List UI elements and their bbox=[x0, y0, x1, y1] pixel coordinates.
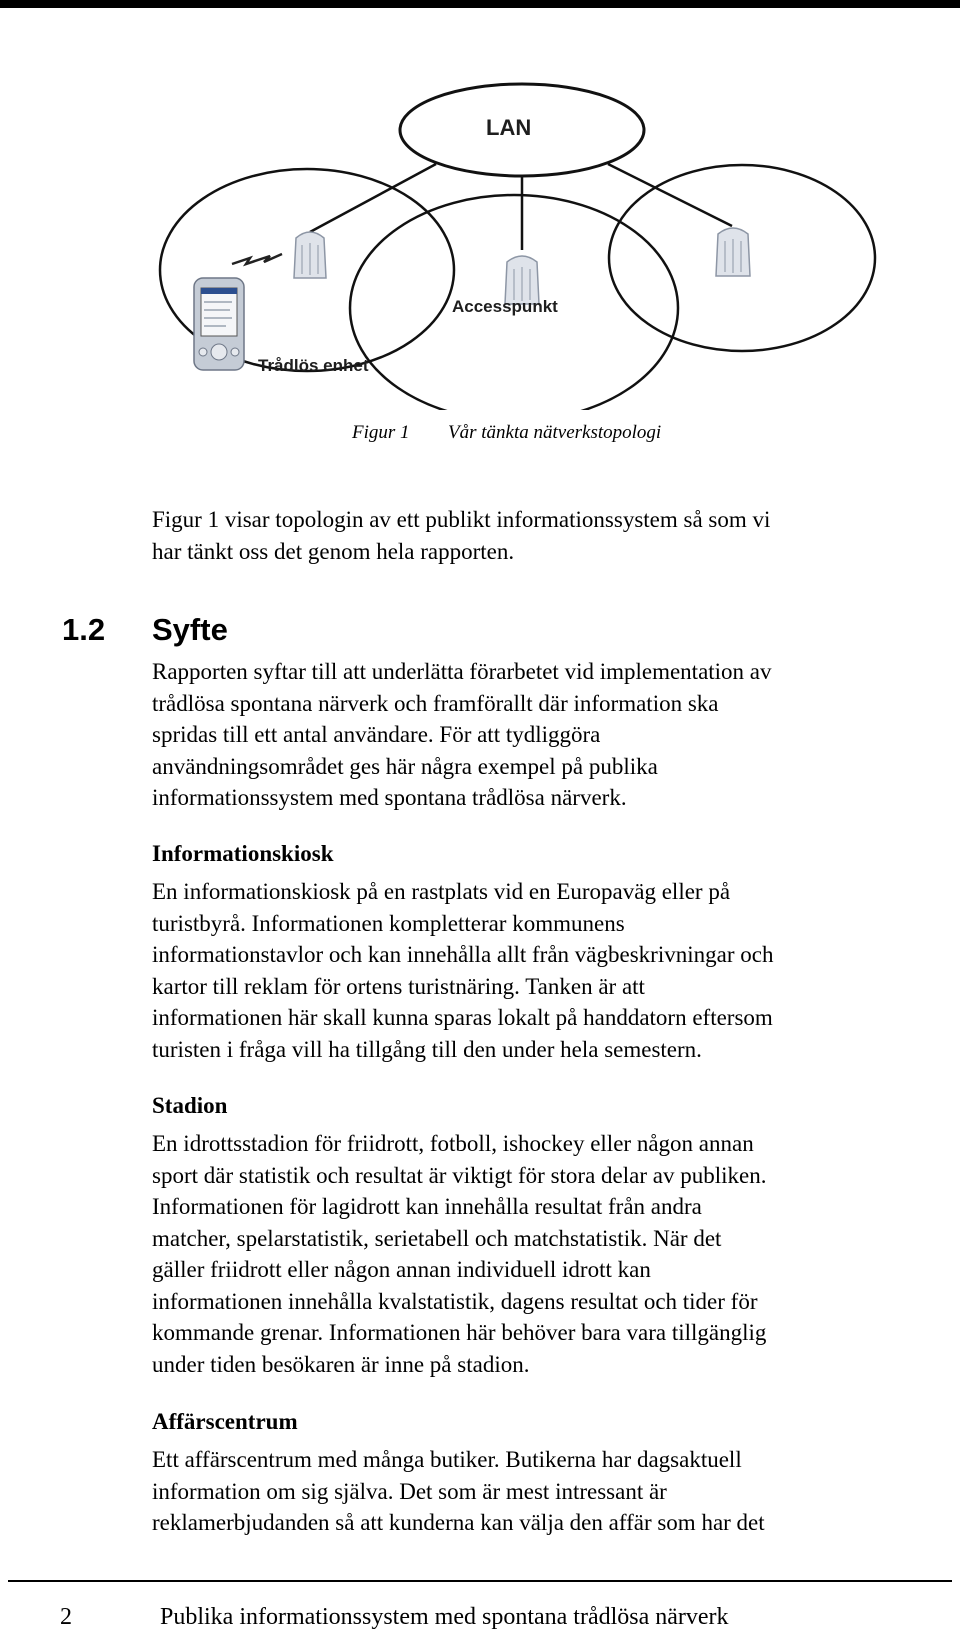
section-paragraph bbox=[152, 656, 912, 814]
access-point-icon bbox=[294, 232, 326, 278]
text-line: En idrottsstadion för friidrott, fotboll, ishockey eller någon annan bbox=[152, 1131, 754, 1156]
page-number: 2 bbox=[60, 1604, 72, 1630]
access-point-label: Accesspunkt bbox=[452, 297, 558, 316]
subheading-informationskiosk: Informationskiosk bbox=[152, 841, 334, 866]
text-line: gäller friidrott eller någon annan individuell idrott kan bbox=[152, 1257, 651, 1282]
figure-caption bbox=[352, 422, 661, 444]
section-title: Syfte bbox=[152, 612, 228, 647]
footer-rule bbox=[8, 1580, 952, 1582]
text-line: turistbyrå. Informationen kompletterar kommunens bbox=[152, 910, 625, 936]
text-line: En informationskiosk på en rastplats vid en Europaväg eller på bbox=[152, 879, 731, 904]
lan-link-left bbox=[310, 164, 436, 232]
subheading-affarscentrum: Affärscentrum bbox=[152, 1409, 298, 1434]
text-line: trådlösa spontana närverk och framförallt där information ska bbox=[152, 690, 719, 716]
access-point-icon bbox=[716, 228, 750, 276]
text-line: Ett affärscentrum med många butiker. Butikerna har dagsaktuell bbox=[152, 1447, 742, 1472]
section-heading bbox=[62, 610, 228, 650]
text-line: informationen innehålla kvalstatistik, dagens resultat och tider för bbox=[152, 1288, 758, 1314]
text-line: information om sig själva. Det som är mest intressant är bbox=[152, 1478, 667, 1504]
text-line: under tiden besökaren är inne på stadion. bbox=[152, 1351, 530, 1377]
text-line: informationstavlor och kan innehålla allt från vägbeskrivningar och bbox=[152, 942, 774, 967]
wireless-signal-icon bbox=[232, 254, 282, 264]
text-line: sport där statistik och resultat är viktigt för stora delar av publiken. bbox=[152, 1162, 767, 1188]
text-line: matcher, spelarstatistik, serietabell och matchstatistik. När det bbox=[152, 1225, 722, 1251]
text-line: användningsområdet ges här några exempel på publika bbox=[152, 753, 658, 779]
handheld-device-icon bbox=[194, 278, 244, 370]
text-line: kartor till reklam för ortens turistnäring. Tanken är att bbox=[152, 973, 645, 999]
text-line: informationssystem med spontana trådlösa närverk. bbox=[152, 785, 627, 810]
text-line: Rapporten syftar till att underlätta förarbetet vid implementation av bbox=[152, 659, 772, 684]
section-number: 1.2 bbox=[62, 612, 106, 647]
lan-label: LAN bbox=[486, 115, 532, 140]
lan-link-right bbox=[608, 164, 732, 226]
text-line: Figur 1 visar topologin av ett publikt informationssystem så som vi bbox=[152, 507, 771, 532]
network-diagram bbox=[150, 80, 910, 410]
text-line: informationen här skall kunna sparas lokalt på handdatorn eftersom bbox=[152, 1005, 773, 1030]
affarscentrum-paragraph bbox=[152, 1444, 912, 1539]
running-title: Publika informationssystem med spontana trådlösa närverk bbox=[160, 1604, 729, 1630]
text-line: reklamerbjudanden så att kunderna kan välja den affär som har det bbox=[152, 1510, 765, 1535]
text-line: kommande grenar. Informationen här behöver bara vara tillgänglig bbox=[152, 1320, 767, 1345]
text-line: Informationen för lagidrott kan innehålla resultat från andra bbox=[152, 1194, 702, 1219]
wireless-device-label: Trådlös enhet bbox=[258, 356, 369, 375]
text-line: turisten i fråga vill ha tillgång till den under hela semestern. bbox=[152, 1036, 702, 1062]
intro-paragraph bbox=[152, 504, 912, 567]
text-line: spridas till ett antal användare. För att tydliggöra bbox=[152, 722, 601, 747]
stadion-paragraph bbox=[152, 1128, 912, 1380]
figure-caption-number: Figur 1 bbox=[352, 422, 410, 443]
informationskiosk-paragraph bbox=[152, 876, 912, 1065]
subheading-stadion: Stadion bbox=[152, 1093, 228, 1118]
figure-caption-text: Vår tänkta nätverkstopologi bbox=[448, 422, 662, 443]
network-topology-figure bbox=[150, 80, 910, 410]
text-line: har tänkt oss det genom hela rapporten. bbox=[152, 538, 515, 564]
top-rule bbox=[0, 0, 960, 8]
